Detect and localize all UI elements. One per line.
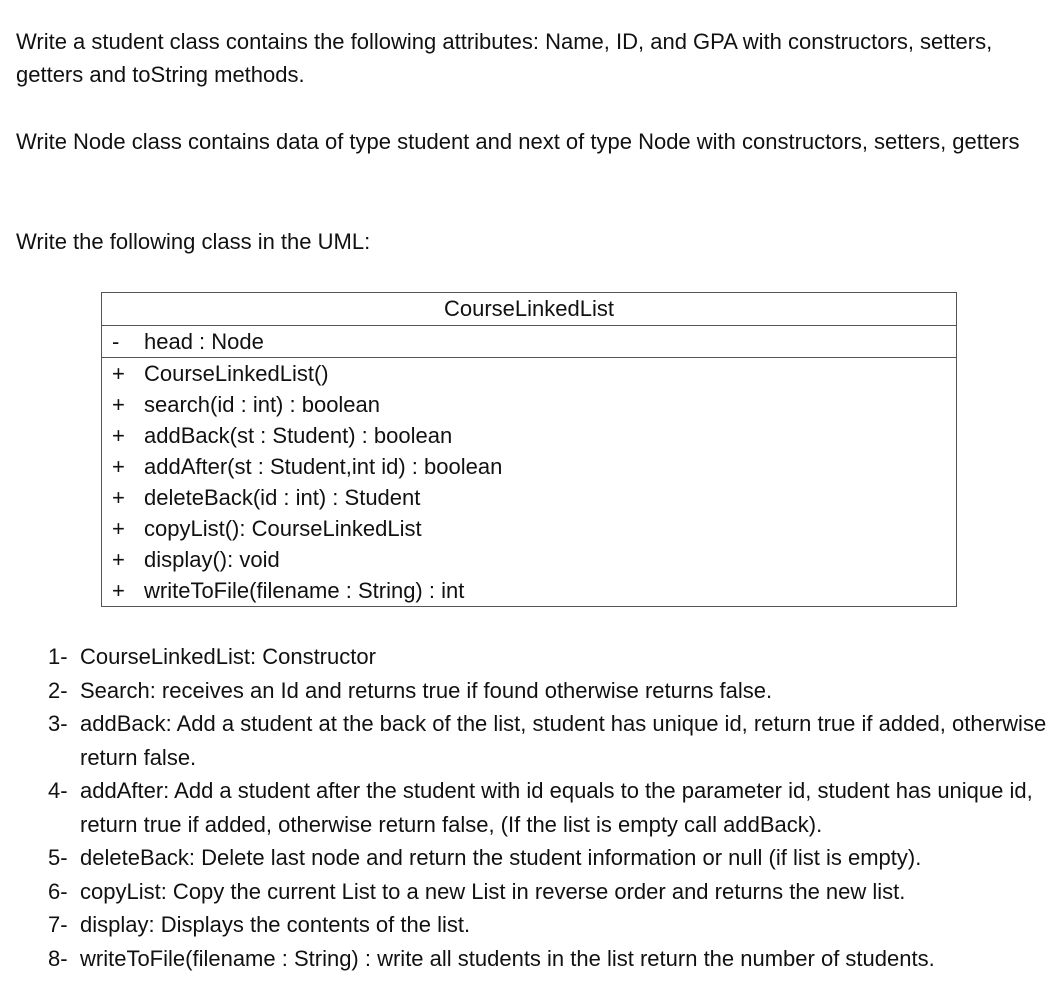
- uml-visibility: +: [112, 361, 125, 386]
- list-item-text: CourseLinkedList: Constructor: [80, 644, 376, 669]
- uml-field-row: [102, 326, 956, 357]
- uml-method-signature: copyList(): CourseLinkedList: [144, 516, 422, 541]
- intro-paragraph-node-class: Write Node class contains data of type student and next of type Node with constructors, setters, getters: [16, 129, 1020, 154]
- uml-method-signature: writeToFile(filename : String) : int: [144, 578, 465, 603]
- list-item: [48, 774, 1048, 841]
- uml-method-row: [102, 389, 956, 420]
- list-item-text: writeToFile(filename : String) : write all students in the list return the number of students.: [80, 945, 935, 971]
- uml-visibility: +: [112, 485, 125, 510]
- list-item-text: deleteBack: Delete last node and return the student information or null (if list is empty).: [80, 845, 922, 870]
- uml-method-signature: addAfter(st : Student,int id) : boolean: [144, 454, 503, 479]
- list-item: [48, 942, 1048, 976]
- uml-method-row: [102, 358, 956, 389]
- list-item-text: copyList: Copy the current List to a new List in reverse order and returns the new list.: [80, 878, 906, 904]
- list-item-text: addBack: Add a student at the back of the list, student has unique id, return true if added, otherwise return false.: [80, 711, 1047, 770]
- uml-method-signature: display(): void: [144, 547, 280, 572]
- uml-method-row: [102, 451, 956, 482]
- uml-visibility: +: [112, 578, 125, 603]
- list-item-number: 6-: [48, 878, 68, 904]
- uml-method-row: [102, 544, 956, 575]
- list-item-number: 4-: [48, 778, 68, 803]
- list-item: [48, 674, 1048, 708]
- uml-method-row: [102, 482, 956, 513]
- uml-method-signature: deleteBack(id : int) : Student: [144, 485, 421, 510]
- uml-visibility: -: [112, 329, 120, 354]
- list-item: [48, 841, 1048, 875]
- uml-method-signature: addBack(st : Student) : boolean: [144, 423, 453, 448]
- uml-visibility: +: [112, 392, 125, 417]
- list-item: [48, 640, 1048, 674]
- intro-paragraph-student-class: Write a student class contains the following attributes: Name, ID, and GPA with constructors, setters, getters and toString methods.: [16, 29, 993, 87]
- uml-visibility: +: [112, 454, 125, 479]
- uml-method-row: [102, 513, 956, 544]
- list-item-number: 5-: [48, 845, 68, 870]
- uml-method-row: [102, 575, 956, 606]
- uml-class-name: CourseLinkedList: [102, 293, 956, 326]
- list-item-number: 3-: [48, 711, 68, 736]
- list-item-text: addAfter: Add a student after the student with id equals to the parameter id, student has unique id, return true if added, otherwise return false, (If the list is empty call addBack).: [80, 778, 1033, 837]
- list-item-text: Search: receives an Id and returns true if found otherwise returns false.: [80, 677, 773, 703]
- uml-visibility: +: [112, 547, 125, 572]
- list-item: [48, 875, 1048, 909]
- method-description-list: [48, 640, 1048, 975]
- uml-class-diagram: [101, 292, 957, 607]
- intro-paragraph-uml: Write the following class in the UML:: [16, 229, 371, 254]
- uml-method-row: [102, 420, 956, 451]
- list-item-number: 1-: [48, 644, 68, 669]
- uml-method-signature: CourseLinkedList(): [144, 361, 329, 386]
- list-item-text: display: Displays the contents of the list.: [80, 912, 471, 937]
- list-item: [48, 908, 1048, 942]
- uml-field-signature: head : Node: [144, 329, 264, 354]
- uml-fields-section: [102, 326, 956, 358]
- uml-method-signature: search(id : int) : boolean: [144, 392, 381, 417]
- list-item: [48, 707, 1048, 774]
- list-item-number: 2-: [48, 677, 68, 703]
- uml-visibility: +: [112, 423, 125, 448]
- uml-visibility: +: [112, 516, 125, 541]
- uml-methods-section: [102, 358, 956, 606]
- list-item-number: 8-: [48, 945, 68, 971]
- list-item-number: 7-: [48, 912, 68, 937]
